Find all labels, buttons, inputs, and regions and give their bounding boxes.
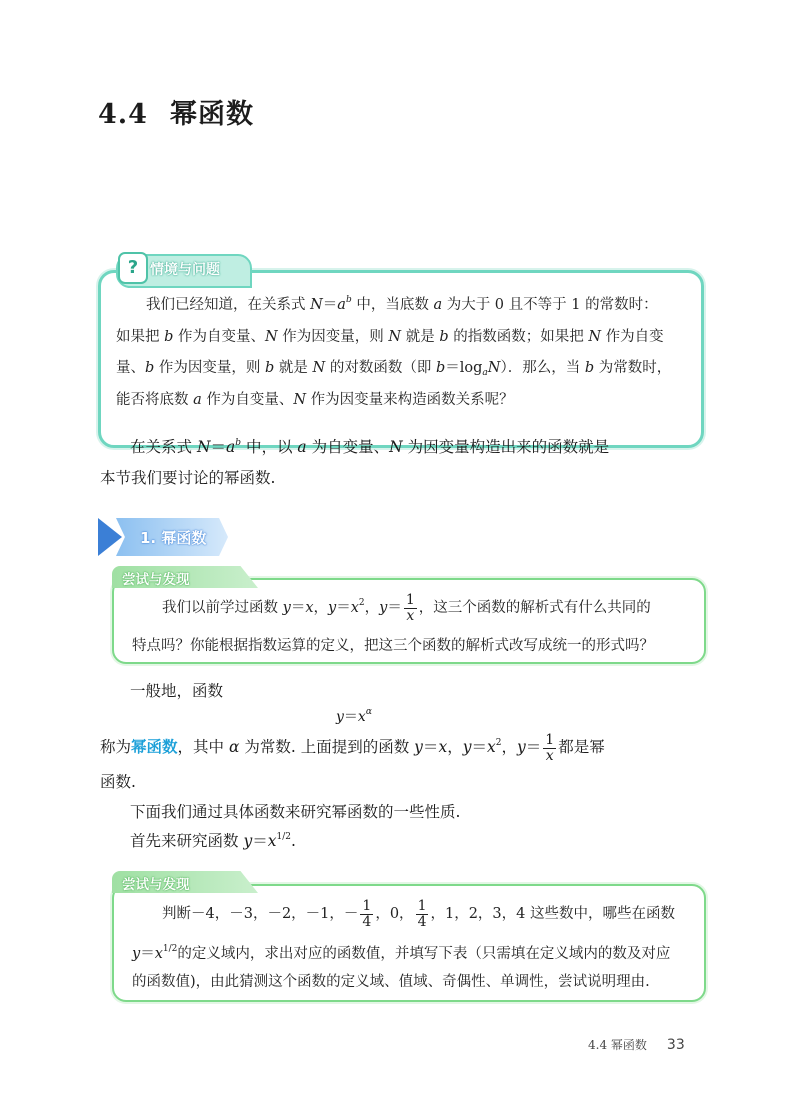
try1-line-1: 我们以前学过函数 y＝x，$y=x^2$，y＝ $\frac{1}{x}$ ，这三个函数的解析式有什么共同的 — [162, 591, 651, 624]
page-footer — [588, 1036, 685, 1053]
section-arrow-icon — [98, 518, 122, 556]
try2-line-2: $y=x^{1/2}$的定义域内，求出对应的函数值，并填写下表（只需填在定义域内的数及对应 — [132, 944, 671, 962]
section-number: 4.4 — [98, 99, 148, 130]
power-function-formula: $y=x^\alpha$ — [336, 707, 372, 725]
situation-label: 情境与问题 — [150, 262, 220, 278]
try2-line-3: 的函数值)，由此猜测这个函数的定义域、值域、奇偶性、单调性，尝试说明理由. — [132, 974, 650, 990]
page-number: 33 — [666, 1037, 685, 1053]
try-discover-label-2: 尝试与发现 — [122, 877, 190, 893]
general-line-5: 下面我们通过具体函数来研究幂函数的一些性质. — [130, 803, 461, 821]
fraction: $\frac{1}{x}$ — [405, 591, 415, 624]
intro-line-2: 本节我们要讨论的幂函数. — [100, 469, 276, 487]
situation-line-1: 我们已经知道，在关系式 $N=a^b$ 中，当底数 a 为大于 0 且不等于 1 的常数时： — [146, 295, 658, 313]
power-function-term: 幂函数 — [131, 737, 178, 756]
try-discover-label-1: 尝试与发现 — [122, 572, 190, 588]
footer-section: 4.4 幂函数 — [588, 1038, 647, 1052]
section-title-text: 幂函数 — [169, 99, 254, 130]
intro-line-1: 在关系式 $N=a^b$ 中，以 a 为自变量、N 为因变量构造出来的函数就是 — [130, 438, 610, 456]
general-line-4: 函数. — [100, 773, 136, 791]
question-icon: ? — [118, 252, 148, 284]
situation-line-3: 量、b 作为因变量，则 b 就是 N 的对数函数（即 $b=\log_aN$）．那么，当 b 为常数时， — [116, 360, 672, 378]
fraction: $\frac{1}{4}$ — [417, 897, 427, 930]
fraction: $\frac{1}{x}$ — [545, 731, 555, 764]
general-line-3: 称为幂函数，其中 α 为常数. 上面提到的函数 y＝x，$y=x^2$，y＝ $\frac{1}{x}$ 都是幂 — [100, 731, 605, 764]
situation-line-2: 如果把 b 作为自变量、N 作为因变量，则 N 就是 b 的指数函数；如果把 N 作为自变 — [116, 329, 664, 345]
try2-line-1: 判断－4，－3，－2，－1，－ $\frac{1}{4}$ ，0， $\frac{1}{4}$ ，1，2，3，4 这些数中，哪些在函数 — [162, 897, 675, 930]
general-line-1: 一般地，函数 — [130, 682, 224, 700]
section-heading: 1. 幂函数 — [140, 529, 207, 547]
section-title — [98, 92, 254, 131]
try1-line-2: 特点吗？你能根据指数运算的定义，把这三个函数的解析式改写成统一的形式吗？ — [132, 638, 654, 654]
fraction: $\frac{1}{4}$ — [362, 897, 372, 930]
general-line-6: 首先来研究函数 $y=x^{1/2}$. — [130, 832, 296, 850]
situation-line-4: 能否将底数 a 作为自变量、N 作为因变量来构造函数关系呢？ — [116, 392, 514, 408]
